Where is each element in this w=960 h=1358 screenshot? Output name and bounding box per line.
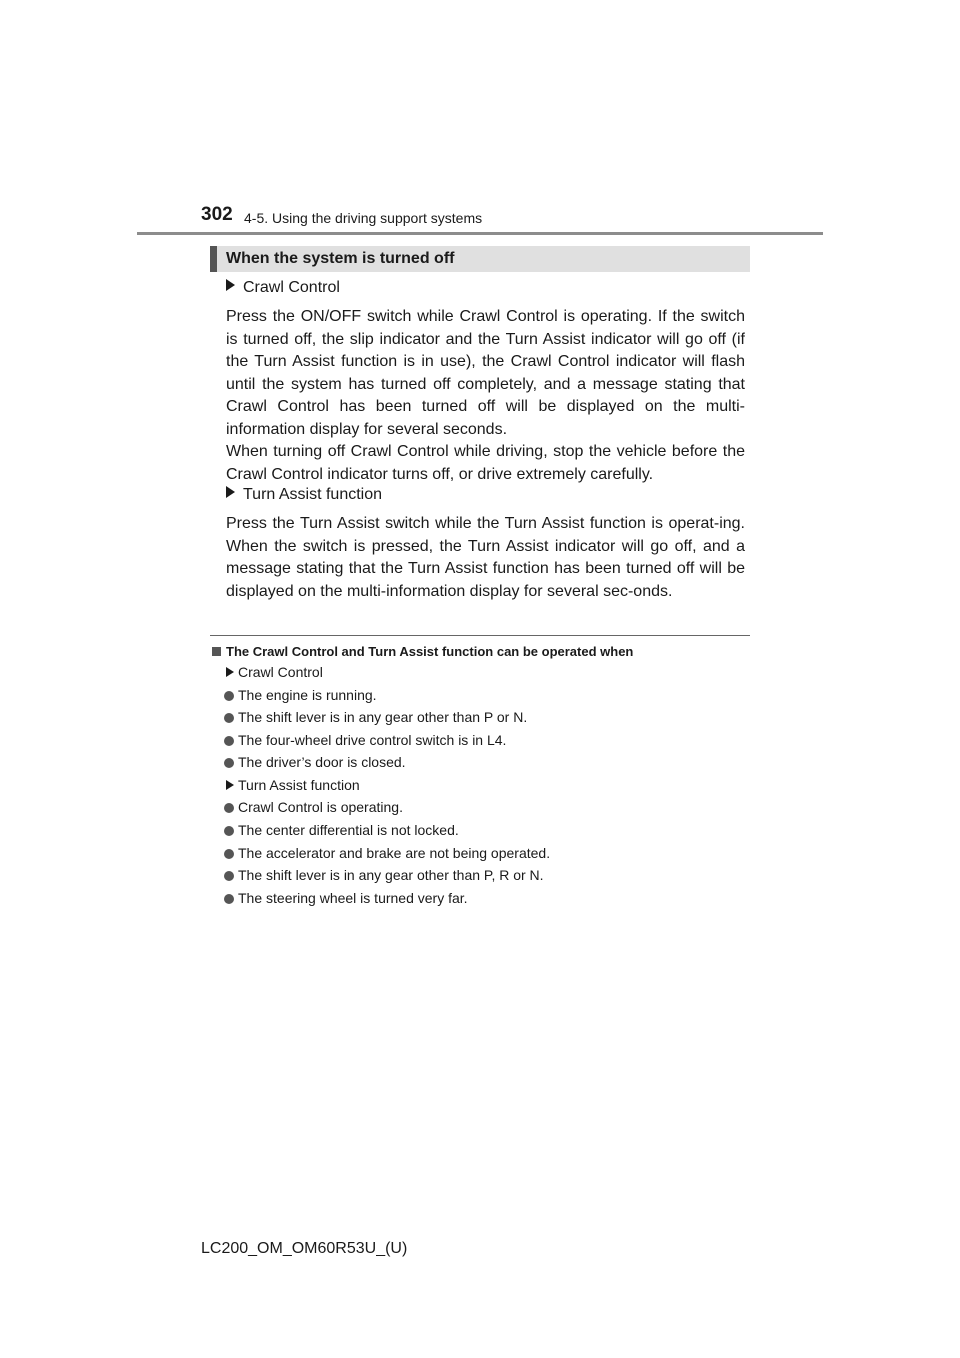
section-heading-bar: [210, 246, 750, 272]
list-item: The engine is running.: [224, 687, 377, 703]
turn-assist-subheading: [226, 486, 382, 504]
list-item: The center differential is not locked.: [224, 822, 459, 838]
triangle-bullet-icon: [226, 667, 234, 677]
list-item: The shift lever is in any gear other than P, R or N.: [224, 867, 544, 883]
header-rule: [137, 232, 823, 235]
circle-bullet-icon: [224, 871, 234, 881]
crawl-control-paragraph: Press the ON/OFF switch while Crawl Control is operating. If the switch is turned off, the slip indicator and the Turn Assist indicator will go off (if the Turn Assist function is in use), the Crawl Control indicator will flash until the system has turned off completely, and a message stating that Crawl Control has been turned off will be displayed on the multi-information display for several seconds.: [226, 308, 745, 438]
crawl-control-subheading: [226, 279, 340, 297]
note-turn-label: Turn Assist function: [238, 777, 360, 793]
list-item: The driver’s door is closed.: [224, 754, 406, 770]
crawl-control-paragraph-2: When turning off Crawl Control while driving, stop the vehicle before the Crawl Control indicator turns off, or drive extremely carefully.: [226, 443, 745, 483]
circle-bullet-icon: [224, 736, 234, 746]
circle-bullet-icon: [224, 803, 234, 813]
list-item: The accelerator and brake are not being operated.: [224, 845, 550, 861]
turn-assist-label: Turn Assist function: [243, 486, 383, 503]
circle-bullet-icon: [224, 826, 234, 836]
note-heading-row: [212, 644, 633, 659]
circle-bullet-icon: [224, 713, 234, 723]
triangle-bullet-icon: [226, 780, 234, 790]
triangle-bullet-icon: [226, 486, 235, 498]
note-turn-subheading: [226, 777, 360, 793]
turn-assist-paragraph: Press the Turn Assist switch while the Turn Assist function is operat-ing. When the switch is pressed, the Turn Assist indicator will go off, and a message stating that the Turn Assist function has been turned off will be displayed on the multi-information display for several sec-onds.: [226, 515, 745, 600]
note-crawl-label: Crawl Control: [238, 664, 323, 680]
list-item: Crawl Control is operating.: [224, 799, 403, 815]
list-item: The four-wheel drive control switch is in L4.: [224, 732, 506, 748]
note-rule: [210, 635, 750, 636]
circle-bullet-icon: [224, 691, 234, 701]
note-heading: The Crawl Control and Turn Assist function can be operated when: [226, 644, 634, 659]
page-number: 302: [201, 204, 233, 225]
note-crawl-subheading: [226, 664, 323, 680]
footer-code: LC200_OM_OM60R53U_(U): [201, 1240, 408, 1257]
list-item: The steering wheel is turned very far.: [224, 890, 468, 906]
triangle-bullet-icon: [226, 279, 235, 291]
square-bullet-icon: [212, 647, 221, 656]
circle-bullet-icon: [224, 758, 234, 768]
crawl-control-label: Crawl Control: [243, 279, 340, 296]
circle-bullet-icon: [224, 894, 234, 904]
list-item: The shift lever is in any gear other than P or N.: [224, 709, 527, 725]
section-title: 4-5. Using the driving support systems: [244, 210, 483, 226]
section-heading: When the system is turned off: [226, 250, 455, 267]
circle-bullet-icon: [224, 849, 234, 859]
